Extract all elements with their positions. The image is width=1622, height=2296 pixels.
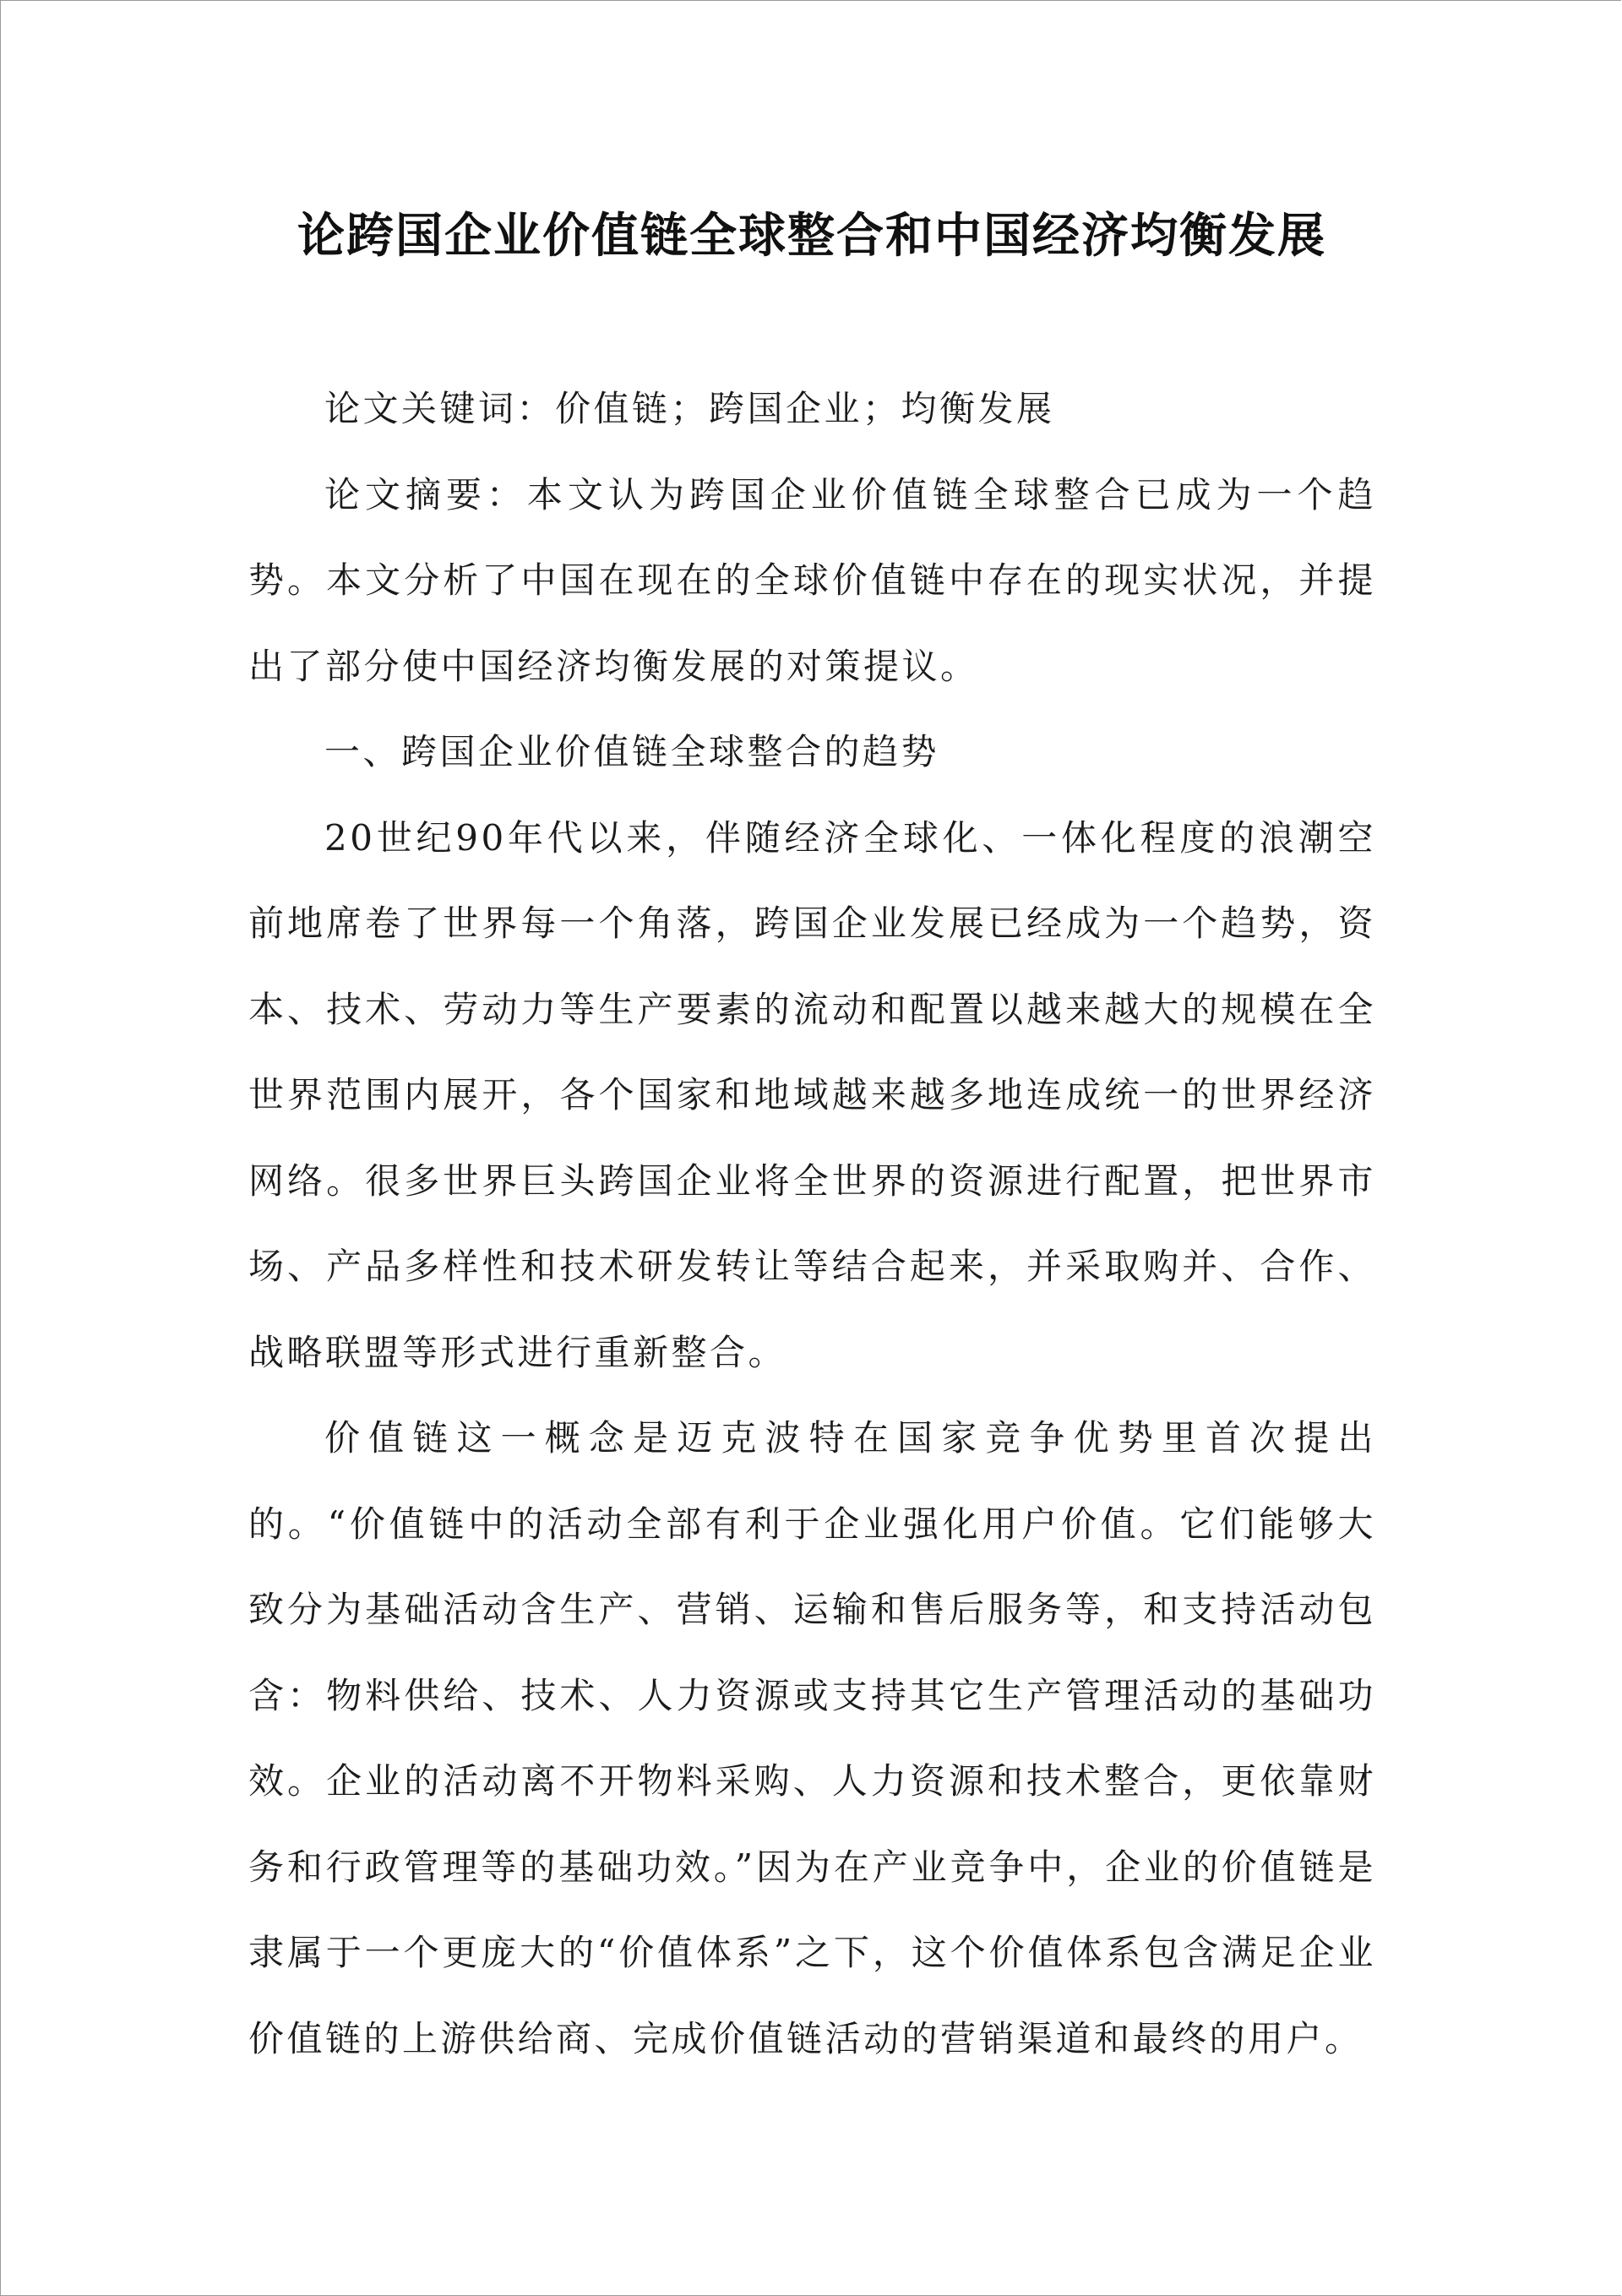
body-paragraph: 20世纪90年代以来，伴随经济全球化、一体化程度的浪潮空前地席卷了世界每一个角落，跨国企业发展已经成为一个趋势，资本、技术、劳动力等生产要素的流动和配置以越来越大的规模在全世界范围内展开，各个国家和地域越来越多地连成统一的世界经济网络。很多世界巨头跨国企业将全世界的资源进行配置，把世界市场、产品多样性和技术研发转让等结合起来，并采取购并、合作、战略联盟等形式进行重新整合。 [248, 816, 1376, 1373]
keywords-paragraph: 论文关键词：价值链；跨国企业；均衡发展 [324, 388, 1055, 429]
body-paragraph: 价值链这一概念是迈克波特在国家竞争优势里首次提出的。“价值链中的活动全部有利于企业强化用户价值。它们能够大致分为基础活动含生产、营销、运输和售后服务等，和支持活动包含：物料供给、技术、人力资源或支持其它生产管理活动的基础功效。企业的活动离不开物料采购、人力资源和技术整合，更依靠财务和行政管理等的基础功效。”因为在产业竞争中，企业的价值链是隶属于一个更庞大的“价值体系”之下，这个价值体系包含满足企业价值链的上游供给商、完成价值链活动的营销渠道和最终的用户。 [248, 1417, 1376, 2059]
document-body [248, 366, 1376, 2081]
abstract-paragraph: 论文摘要：本文认为跨国企业价值链全球整合已成为一个趋势。本文分析了中国在现在的全球价值链中存在的现实状况，并提出了部分使中国经济均衡发展的对策提议。 [248, 473, 1376, 687]
section-heading: 一、跨国企业价值链全球整合的趋势 [324, 731, 940, 772]
document-title: 论跨国企业价值链全球整合和中国经济均衡发展 [297, 208, 1326, 264]
